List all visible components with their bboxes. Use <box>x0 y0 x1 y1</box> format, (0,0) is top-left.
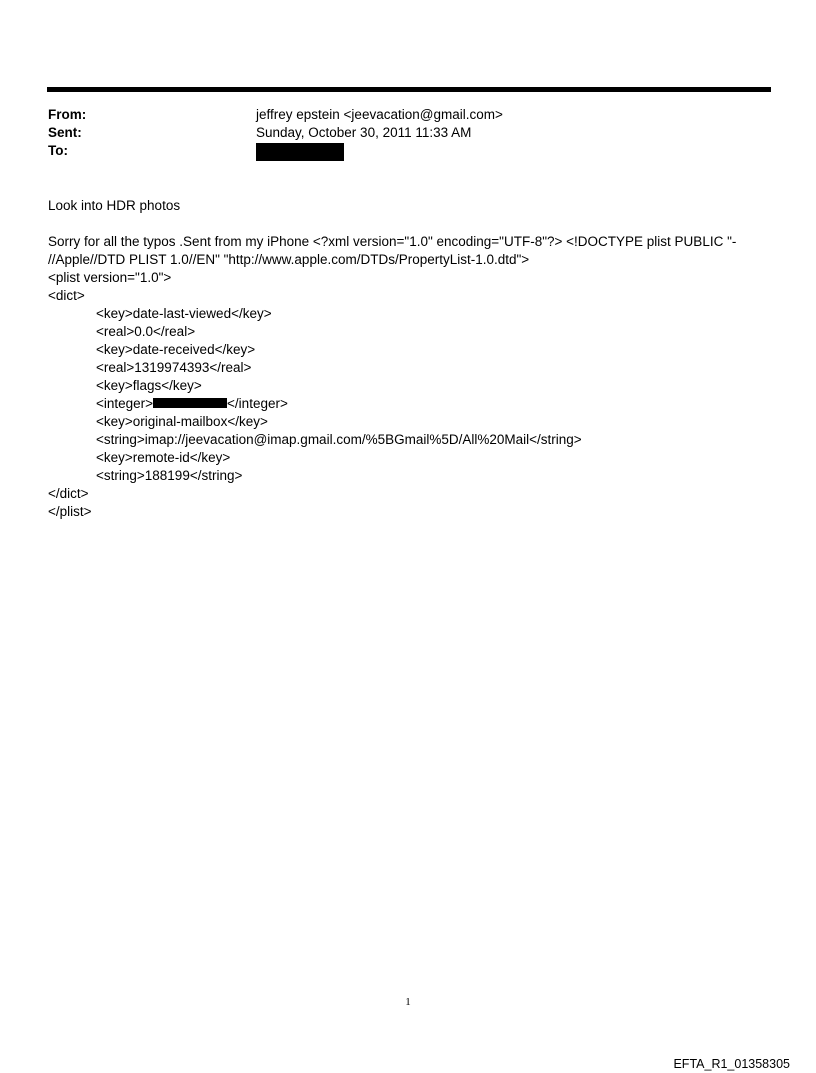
bates-number: EFTA_R1_01358305 <box>673 1057 790 1071</box>
redaction-box <box>256 143 344 161</box>
body-line: Look into HDR photos <box>48 198 181 213</box>
email-header <box>48 106 768 160</box>
from-label: From: <box>48 107 87 122</box>
integer-close-tag: </integer> <box>227 396 288 411</box>
body-line: Sorry for all the typos .Sent from my iPhone <?xml version="1.0" encoding="UTF-8"?> <!DOCTYPE plist PUBLIC "- <box>48 234 737 249</box>
email-body <box>48 197 768 521</box>
page-number: 1 <box>405 996 411 1008</box>
sent-value: Sunday, October 30, 2011 11:33 AM <box>256 125 472 140</box>
dict-entry-line: <key>original-mailbox</key> <box>96 414 268 429</box>
dict-close-line: </dict> <box>48 486 89 501</box>
dict-entry-line: <key>remote-id</key> <box>96 450 231 465</box>
body-line: //Apple//DTD PLIST 1.0//EN" "http://www.apple.com/DTDs/PropertyList-1.0.dtd"> <box>48 252 530 267</box>
dict-entry-line: <key>date-received</key> <box>96 342 256 357</box>
dict-entry-line: <key>flags</key> <box>96 378 202 393</box>
plist-open-line: <plist version="1.0"> <box>48 270 172 285</box>
to-value <box>256 142 768 161</box>
dict-entry-line: <real>1319974393</real> <box>96 360 252 375</box>
dict-entry-line: <string>imap://jeevacation@imap.gmail.com/%5BGmail%5D/All%20Mail</string> <box>96 432 582 447</box>
dict-entry-line: <key>date-last-viewed</key> <box>96 306 272 321</box>
dict-entry-line: <real>0.0</real> <box>96 324 196 339</box>
integer-line <box>48 395 768 413</box>
blank-line <box>48 215 768 233</box>
integer-open-tag: <integer> <box>96 396 154 411</box>
to-label: To: <box>48 143 68 158</box>
to-row <box>48 142 768 160</box>
sent-label: Sent: <box>48 125 82 140</box>
redaction-box <box>153 398 227 408</box>
plist-close-line: </plist> <box>48 504 92 519</box>
from-row <box>48 106 768 124</box>
dict-open-line: <dict> <box>48 288 85 303</box>
top-divider-rule <box>47 87 771 92</box>
from-value: jeffrey epstein <jeevacation@gmail.com> <box>256 107 503 122</box>
dict-entry-line: <string>188199</string> <box>96 468 243 483</box>
sent-row <box>48 124 768 142</box>
